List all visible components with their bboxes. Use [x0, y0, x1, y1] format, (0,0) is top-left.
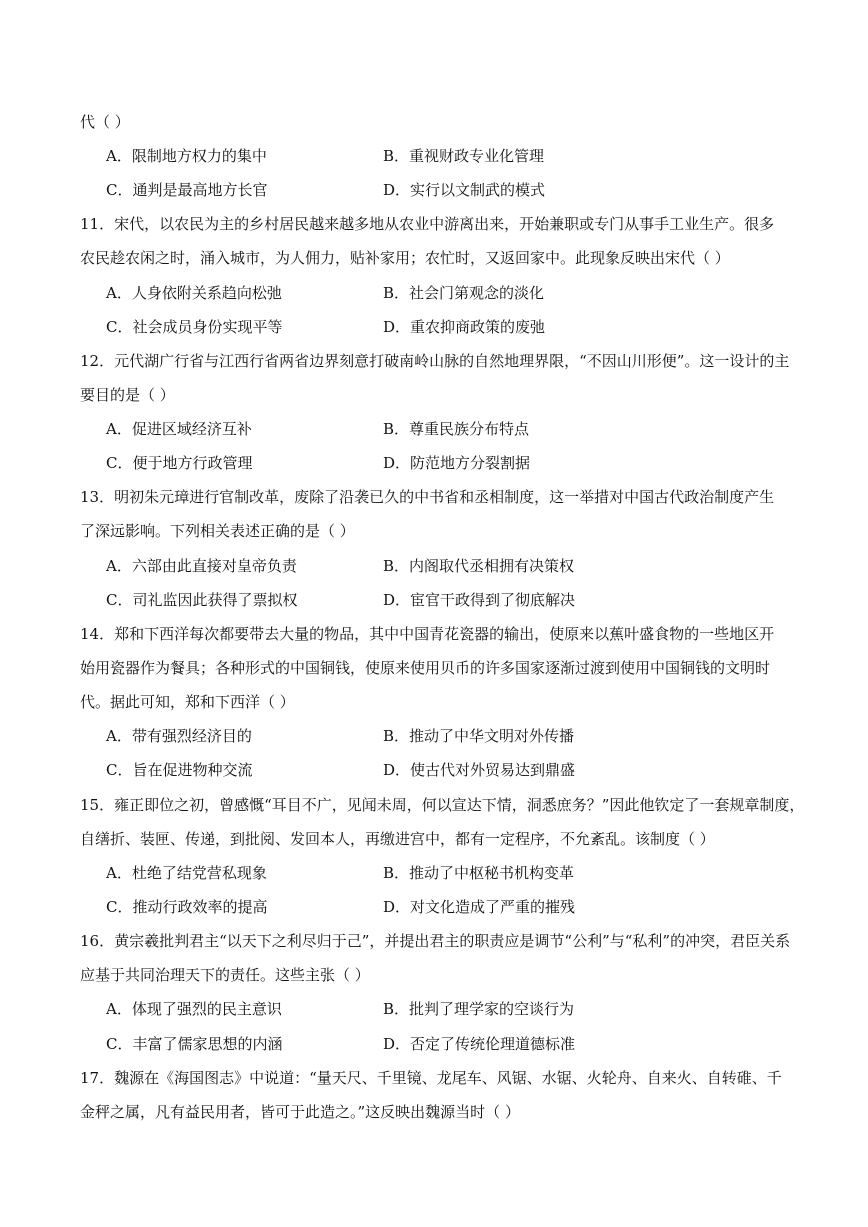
question-13-stem-line-2: 了深远影响。下列相关表述正确的是（ ）	[80, 522, 355, 540]
question-10-stem-tail: 代（ ）	[80, 113, 130, 131]
question-13-option-d: D．宦官干政得到了彻底解决	[383, 591, 576, 609]
question-11-stem-line-1: 11．宋代，以农民为主的乡村居民越来越多地从农业中游离出来，开始兼职或专门从事手工业生产。很多	[80, 215, 775, 233]
question-16-option-b: B．批判了理学家的空谈行为	[383, 1000, 575, 1018]
question-13-option-b: B．内阁取代丞相拥有决策权	[383, 557, 575, 575]
question-13-option-c: C．司礼监因此获得了票拟权	[106, 591, 298, 609]
question-11-option-a: A．人身依附关系趋向松弛	[106, 284, 282, 302]
question-14-option-c: C．旨在促进物种交流	[106, 761, 253, 779]
question-15-option-c: C．推动行政效率的提高	[106, 898, 268, 916]
question-12-option-d: D．防范地方分裂割据	[383, 454, 531, 472]
question-12-option-a: A．促进区域经济互补	[106, 420, 252, 438]
question-11-option-d: D．重农抑商政策的废弛	[383, 318, 546, 336]
question-16-stem-line-1: 16．黄宗羲批判君主“以天下之利尽归于己”，并提出君主的职责应是调节“公利”与“私利”的冲突，君臣关系	[80, 932, 791, 950]
question-12-stem-line-1: 12．元代湖广行省与江西行省两省边界刻意打破南岭山脉的自然地理界限，“不因山川形便”。这一设计的主	[80, 352, 790, 370]
question-10-option-d: D．实行以文制武的模式	[383, 181, 546, 199]
question-15-stem-line-1: 15．雍正即位之初，曾感慨“耳目不广，见闻未周，何以宣达下情，洞悉庶务？”因此他钦定了一套规章制度，	[80, 796, 805, 814]
question-17-stem-line-2: 金秤之属，凡有益民用者，皆可于此造之。”这反映出魏源当时（ ）	[80, 1103, 520, 1121]
question-14-option-b: B．推动了中华文明对外传播	[383, 727, 575, 745]
question-14-option-a: A．带有强烈经济目的	[106, 727, 252, 745]
question-16-option-c: C．丰富了儒家思想的内涵	[106, 1035, 283, 1053]
question-15-option-b: B．推动了中枢秘书机构变革	[383, 864, 575, 882]
question-14-option-d: D．使古代对外贸易达到鼎盛	[383, 761, 576, 779]
question-15-stem-line-2: 自缮折、装匣、传递，到批阅、发回本人，再缴进宫中，都有一定程序，不允紊乱。该制度（ ）	[80, 830, 715, 848]
question-14-stem-line-2: 始用瓷器作为餐具；各种形式的中国铜钱，使原来使用贝币的许多国家逐渐过渡到使用中国铜钱的文明时	[80, 659, 771, 677]
question-16-option-d: D．否定了传统伦理道德标准	[383, 1035, 576, 1053]
question-15-option-d: D．对文化造成了严重的摧残	[383, 898, 576, 916]
question-11-option-c: C．社会成员身份实现平等	[106, 318, 283, 336]
question-11-option-b: B．社会门第观念的淡化	[383, 284, 545, 302]
question-10-option-a: A．限制地方权力的集中	[106, 147, 267, 165]
question-12-option-b: B．尊重民族分布特点	[383, 420, 530, 438]
question-10-option-b: B．重视财政专业化管理	[383, 147, 545, 165]
question-13-option-a: A．六部由此直接对皇帝负责	[106, 557, 297, 575]
question-13-stem-line-1: 13．明初朱元璋进行官制改革，废除了沿袭已久的中书省和丞相制度，这一举措对中国古代政治制度产生	[80, 488, 775, 506]
question-15-option-a: A．杜绝了结党营私现象	[106, 864, 267, 882]
question-11-stem-line-2: 农民趁农闲之时，涌入城市，为人佣力，贴补家用；农忙时，又返回家中。此现象反映出宋代（ ）	[80, 249, 730, 267]
question-16-option-a: A．体现了强烈的民主意识	[106, 1000, 282, 1018]
question-12-option-c: C．便于地方行政管理	[106, 454, 253, 472]
question-10-option-c: C．通判是最高地方长官	[106, 181, 268, 199]
question-16-stem-line-2: 应基于共同治理天下的责任。这些主张（ ）	[80, 966, 370, 984]
question-14-stem-line-1: 14．郑和下西洋每次都要带去大量的物品，其中中国青花瓷器的输出，使原来以蕉叶盛食物的一些地区开	[80, 625, 775, 643]
question-14-stem-line-3: 代。据此可知，郑和下西洋（ ）	[80, 693, 295, 711]
question-17-stem-line-1: 17．魏源在《海国图志》中说道：“量天尺、千里镜、龙尾车、风锯、水锯、火轮舟、自来火、自转碓、千	[80, 1069, 782, 1087]
question-12-stem-line-2: 要目的是（ ）	[80, 386, 175, 404]
